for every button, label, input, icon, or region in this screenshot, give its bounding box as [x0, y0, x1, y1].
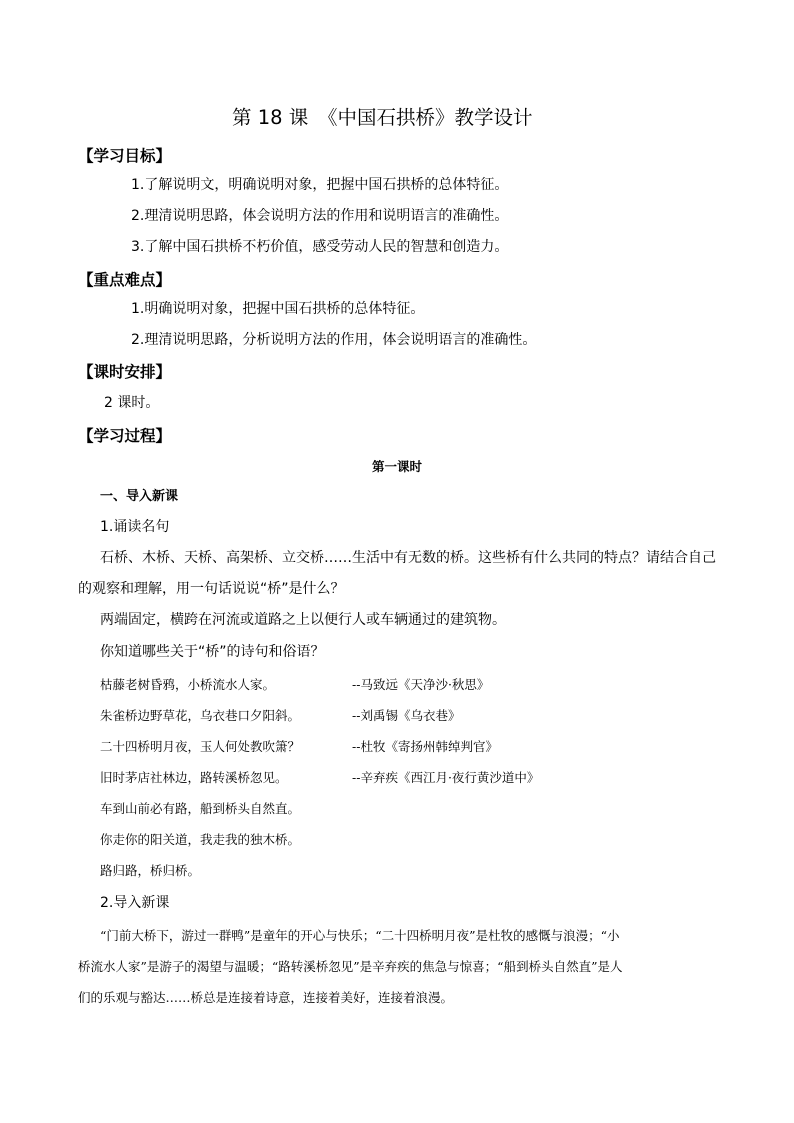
schedule-text: 2 课时。	[104, 395, 160, 411]
sub-heading-recite: 1.诵读名句	[100, 519, 170, 535]
paragraph-1-line-2: 的观察和理解，用一句话说说“桥”是什么？	[78, 581, 345, 597]
key-point-item-1: 1.明确说明对象，把握中国石拱桥的总体特征。	[131, 301, 425, 317]
section-heading-key-points: 【重点难点】	[78, 271, 172, 289]
part1-heading: 一、导入新课	[100, 489, 179, 504]
key-point-item-2: 2.理清说明思路，分析说明方法的作用，体会说明语言的准确性。	[131, 332, 537, 348]
poem-source-4: --辛弃疾《西江月·夜行黄沙道中》	[352, 770, 540, 785]
poem-line-4: 旧时茅店社林边，路转溪桥忽见。	[100, 770, 288, 785]
sub-heading-intro: 2.导入新课	[100, 895, 170, 911]
poem-question: 你知道哪些关于“桥”的诗句和俗语？	[100, 644, 325, 660]
saying-2: 你走你的阳关道，我走我的独木桥。	[100, 832, 301, 847]
intro-paragraph-line-3: 们的乐观与豁达……桥总是连接着诗意，连接着美好，连接着浪漫。	[78, 990, 454, 1005]
poem-source-3: --杜牧《寄扬州韩绰判官》	[352, 739, 498, 754]
poem-source-2: --刘禹锡《乌衣巷》	[352, 708, 461, 723]
lesson-title: 第一课时	[371, 459, 422, 474]
goal-item-2: 2.理清说明思路，体会说明方法的作用和说明语言的准确性。	[131, 208, 509, 224]
poem-source-1: --马致远《天净沙·秋思》	[352, 677, 490, 692]
goal-item-3: 3.了解中国石拱桥不朽价值，感受劳动人民的智慧和创造力。	[131, 239, 509, 255]
intro-paragraph-line-1: “门前大桥下，游过一群鸭”是童年的开心与快乐；“二十四桥明月夜”是杜牧的感慨与浪漫；“小	[100, 928, 620, 943]
page-title: 第 18 课 《中国石拱桥》教学设计	[232, 106, 533, 129]
intro-paragraph-line-2: 桥流水人家”是游子的渴望与温暖；“路转溪桥忽见”是辛弃疾的焦急与惊喜；“船到桥头自然直”是人	[78, 959, 623, 974]
paragraph-2: 两端固定，横跨在河流或道路之上以便行人或车辆通过的建筑物。	[100, 612, 506, 628]
section-heading-goals: 【学习目标】	[78, 147, 172, 165]
section-heading-schedule: 【课时安排】	[78, 363, 172, 381]
section-heading-process: 【学习过程】	[78, 427, 172, 445]
poem-line-3: 二十四桥明月夜，玉人何处教吹箫？	[100, 739, 301, 754]
poem-line-2: 朱雀桥边野草花，乌衣巷口夕阳斜。	[100, 708, 301, 723]
paragraph-1-line-1: 石桥、木桥、天桥、高架桥、立交桥……生活中有无数的桥。这些桥有什么共同的特点？请结合自己	[100, 550, 716, 566]
saying-1: 车到山前必有路，船到桥头自然直。	[100, 801, 301, 816]
goal-item-1: 1.了解说明文，明确说明对象，把握中国石拱桥的总体特征。	[131, 177, 509, 193]
poem-line-1: 枯藤老树昏鸦，小桥流水人家。	[100, 677, 276, 692]
saying-3: 路归路，桥归桥。	[100, 863, 201, 878]
